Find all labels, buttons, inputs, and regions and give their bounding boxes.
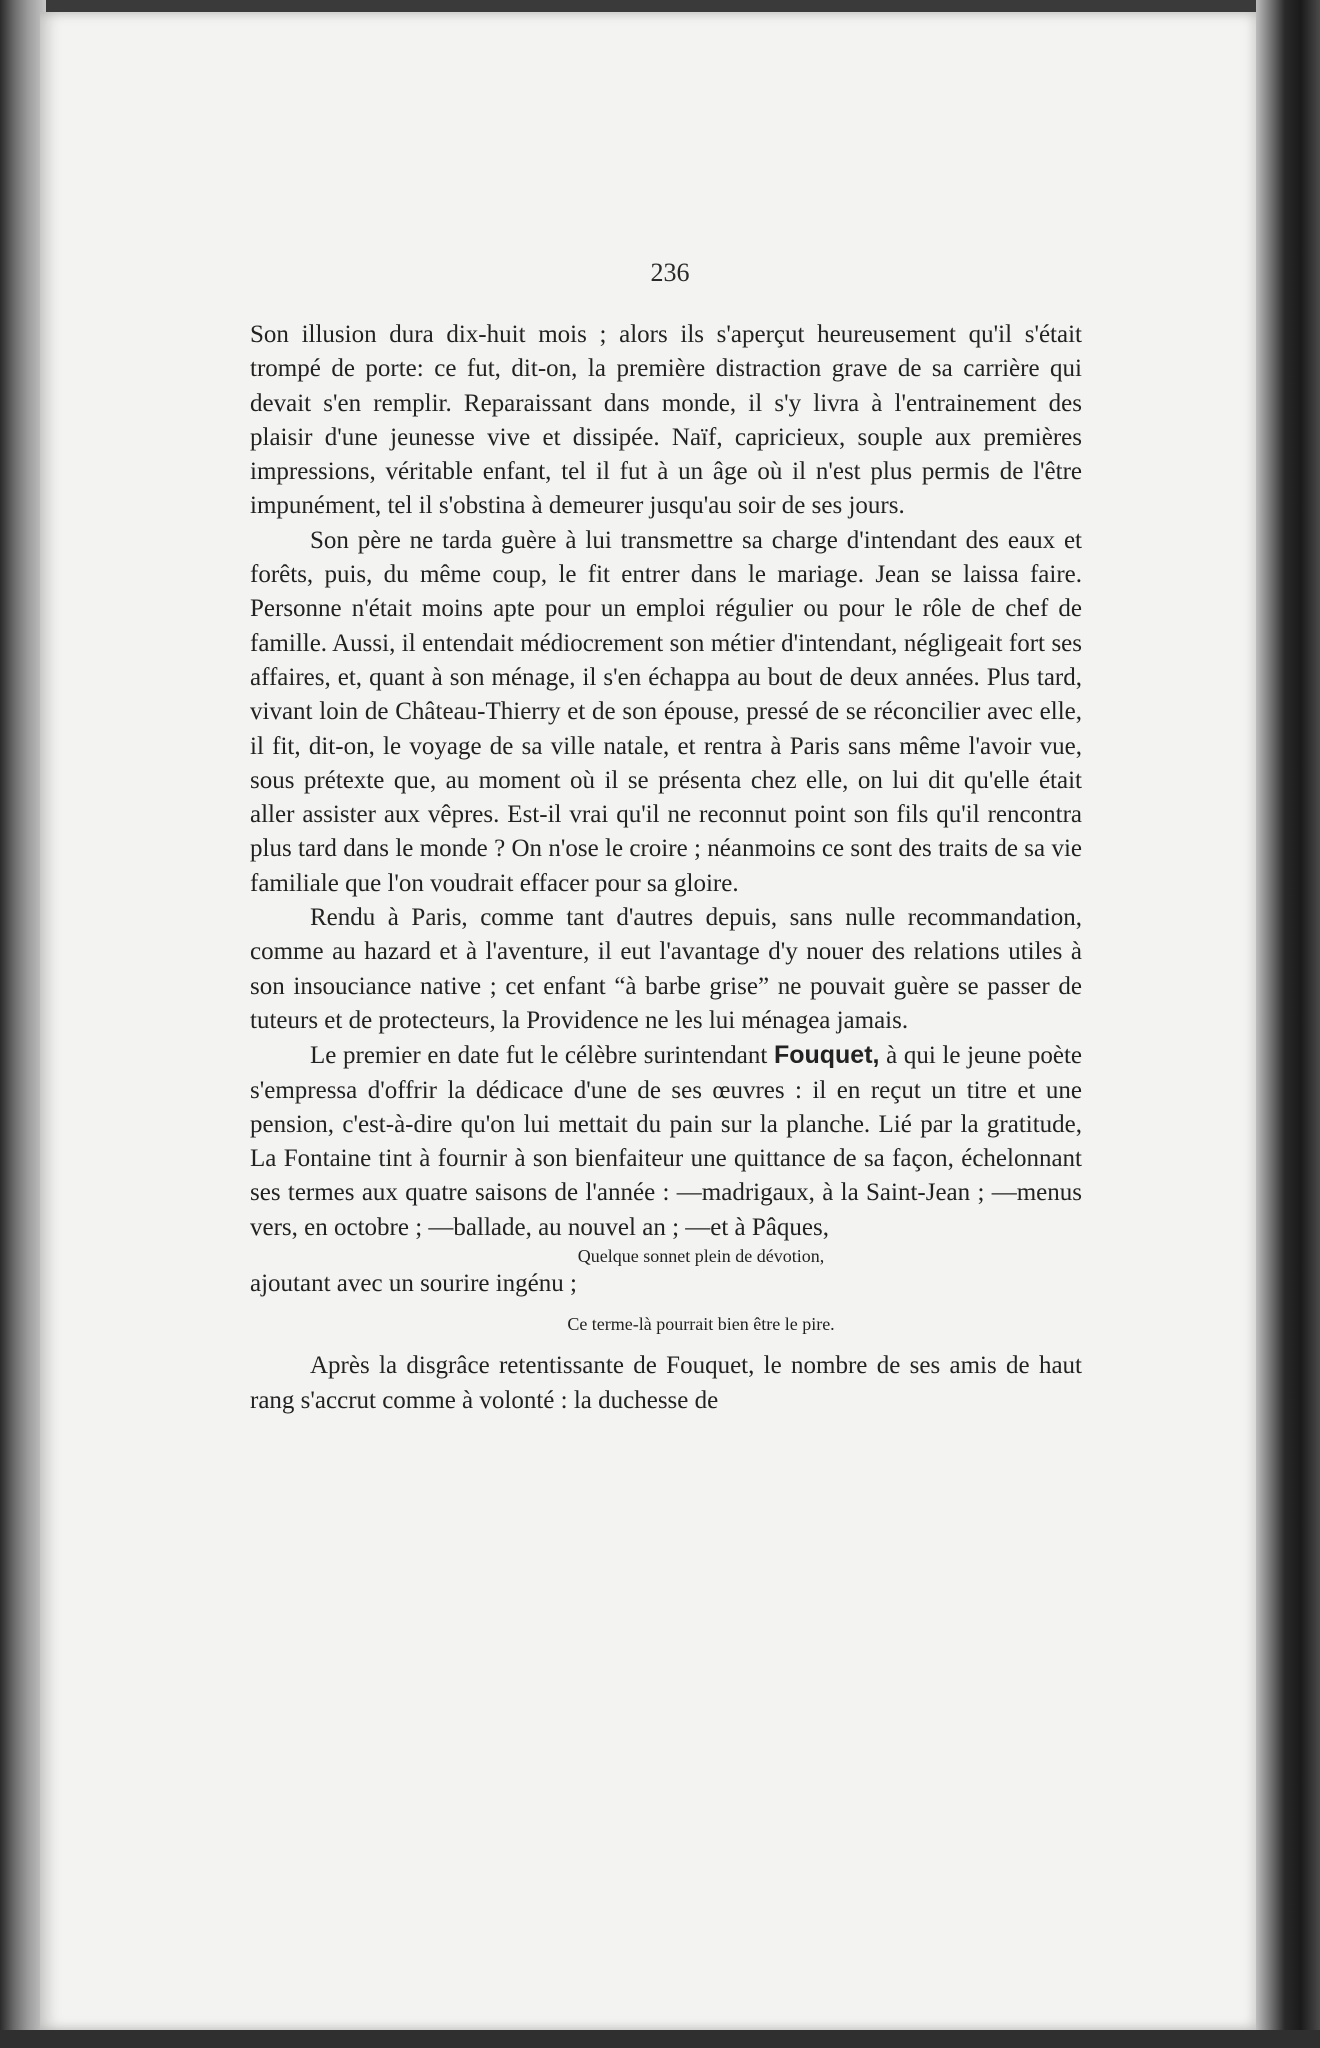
paragraph-illusion: Son illusion dura dix-huit mois ; alors ils s'aperçut heureusement qu'il s'était trompé de porte: ce fut, dit-on, la première distraction grave de sa carrière qui devait s'en remplir. Reparaissant dans monde, il s'y livra à l'entrainement des plaisir d'une jeunesse vive et dissipée. Naïf, capricieux, souple aux premières impressions, véritable enfant, tel il fut à un âge où il n'est plus permis de l'être impunément, tel il s'obstina à demeurer jusqu'au soir de ses jours. [250,321,1082,520]
page-number: 236 [650,258,690,287]
paragraph-paris: Rendu à Paris, comme tant d'autres depuis, sans nulle recommandation, comme au hazard et à l'aventure, il eut l'avantage d'y nouer des relations utiles à son insouciance native ; cet enfant “à barbe grise” ne pouvait guère se passer de tuteurs et de protecteurs, la Providence ne les lui ménagea jamais. [250,904,1082,1034]
paragraph-father: Son père ne tarda guère à lui transmettre sa charge d'intendant des eaux et forêts, puis, du même coup, le fit entrer dans le mariage. Jean se laissa faire. Personne n'était moins apte pour un emploi régulier ou pour le rôle de chef de famille. Aussi, il entendait médiocrement son métier d'intendant, négligeait fort ses affaires, et, quant à son ménage, il s'en échappa au bout de deux années. Plus tard, vivant loin de Château-Thierry et de son épouse, pressé de se réconcilier avec elle, il fit, dit-on, le voyage de sa ville natale, et rentra à Paris sans même l'avoir vue, sous prétexte que, au moment où il se présenta chez elle, on lui dit qu'elle était aller assister aux vêpres. Est-il vrai qu'il ne reconnut point son fils qu'il rencontra plus tard dans le monde ? On n'ose le croire ; néanmoins ce sont des traits de sa vie familiale que l'on voudrait effacer pour sa gloire. [250,526,1082,897]
body-text [250,318,1082,1418]
scan-bottom-edge [0,2030,1320,2048]
verse-quote-1: Quelque sonnet plein de dévotion, [577,1246,825,1267]
continuation-line: ajoutant avec un sourire ingénu ; [250,1270,577,1298]
name-fouquet: Fouquet, [773,1041,880,1070]
paragraph-fouquet-before: Le premier en date fut le célèbre surintendant [310,1042,774,1070]
paragraph-fouquet-after: à qui le jeune poète s'empressa d'offrir la dédicace d'une de ses œuvres : il en reçut un titre et une pension, c'est-à-dire qu'on lui mettait du pain sur la planche. Lié par la gratitude, La Fontaine tint à fournir à son bienfaiteur une quittance de sa façon, échelonnant ses termes aux quatre saisons de l'année : —madrigaux, à la Saint-Jean ; —menus vers, en octobre ; —ballade, au nouvel an ; —et à Pâques, [250,1042,1082,1241]
paragraph-disgrace: Après la disgrâce retentissante de Fouquet, le nombre de ses amis de haut rang s'accrut comme à volonté : la duchesse de [250,1352,1082,1414]
book-page-edge-shadow [1256,0,1320,2048]
paragraph-fouquet [250,1038,1082,1245]
verse-quote-2: Ce terme-là pourrait bien être le pire. [567,1314,835,1335]
